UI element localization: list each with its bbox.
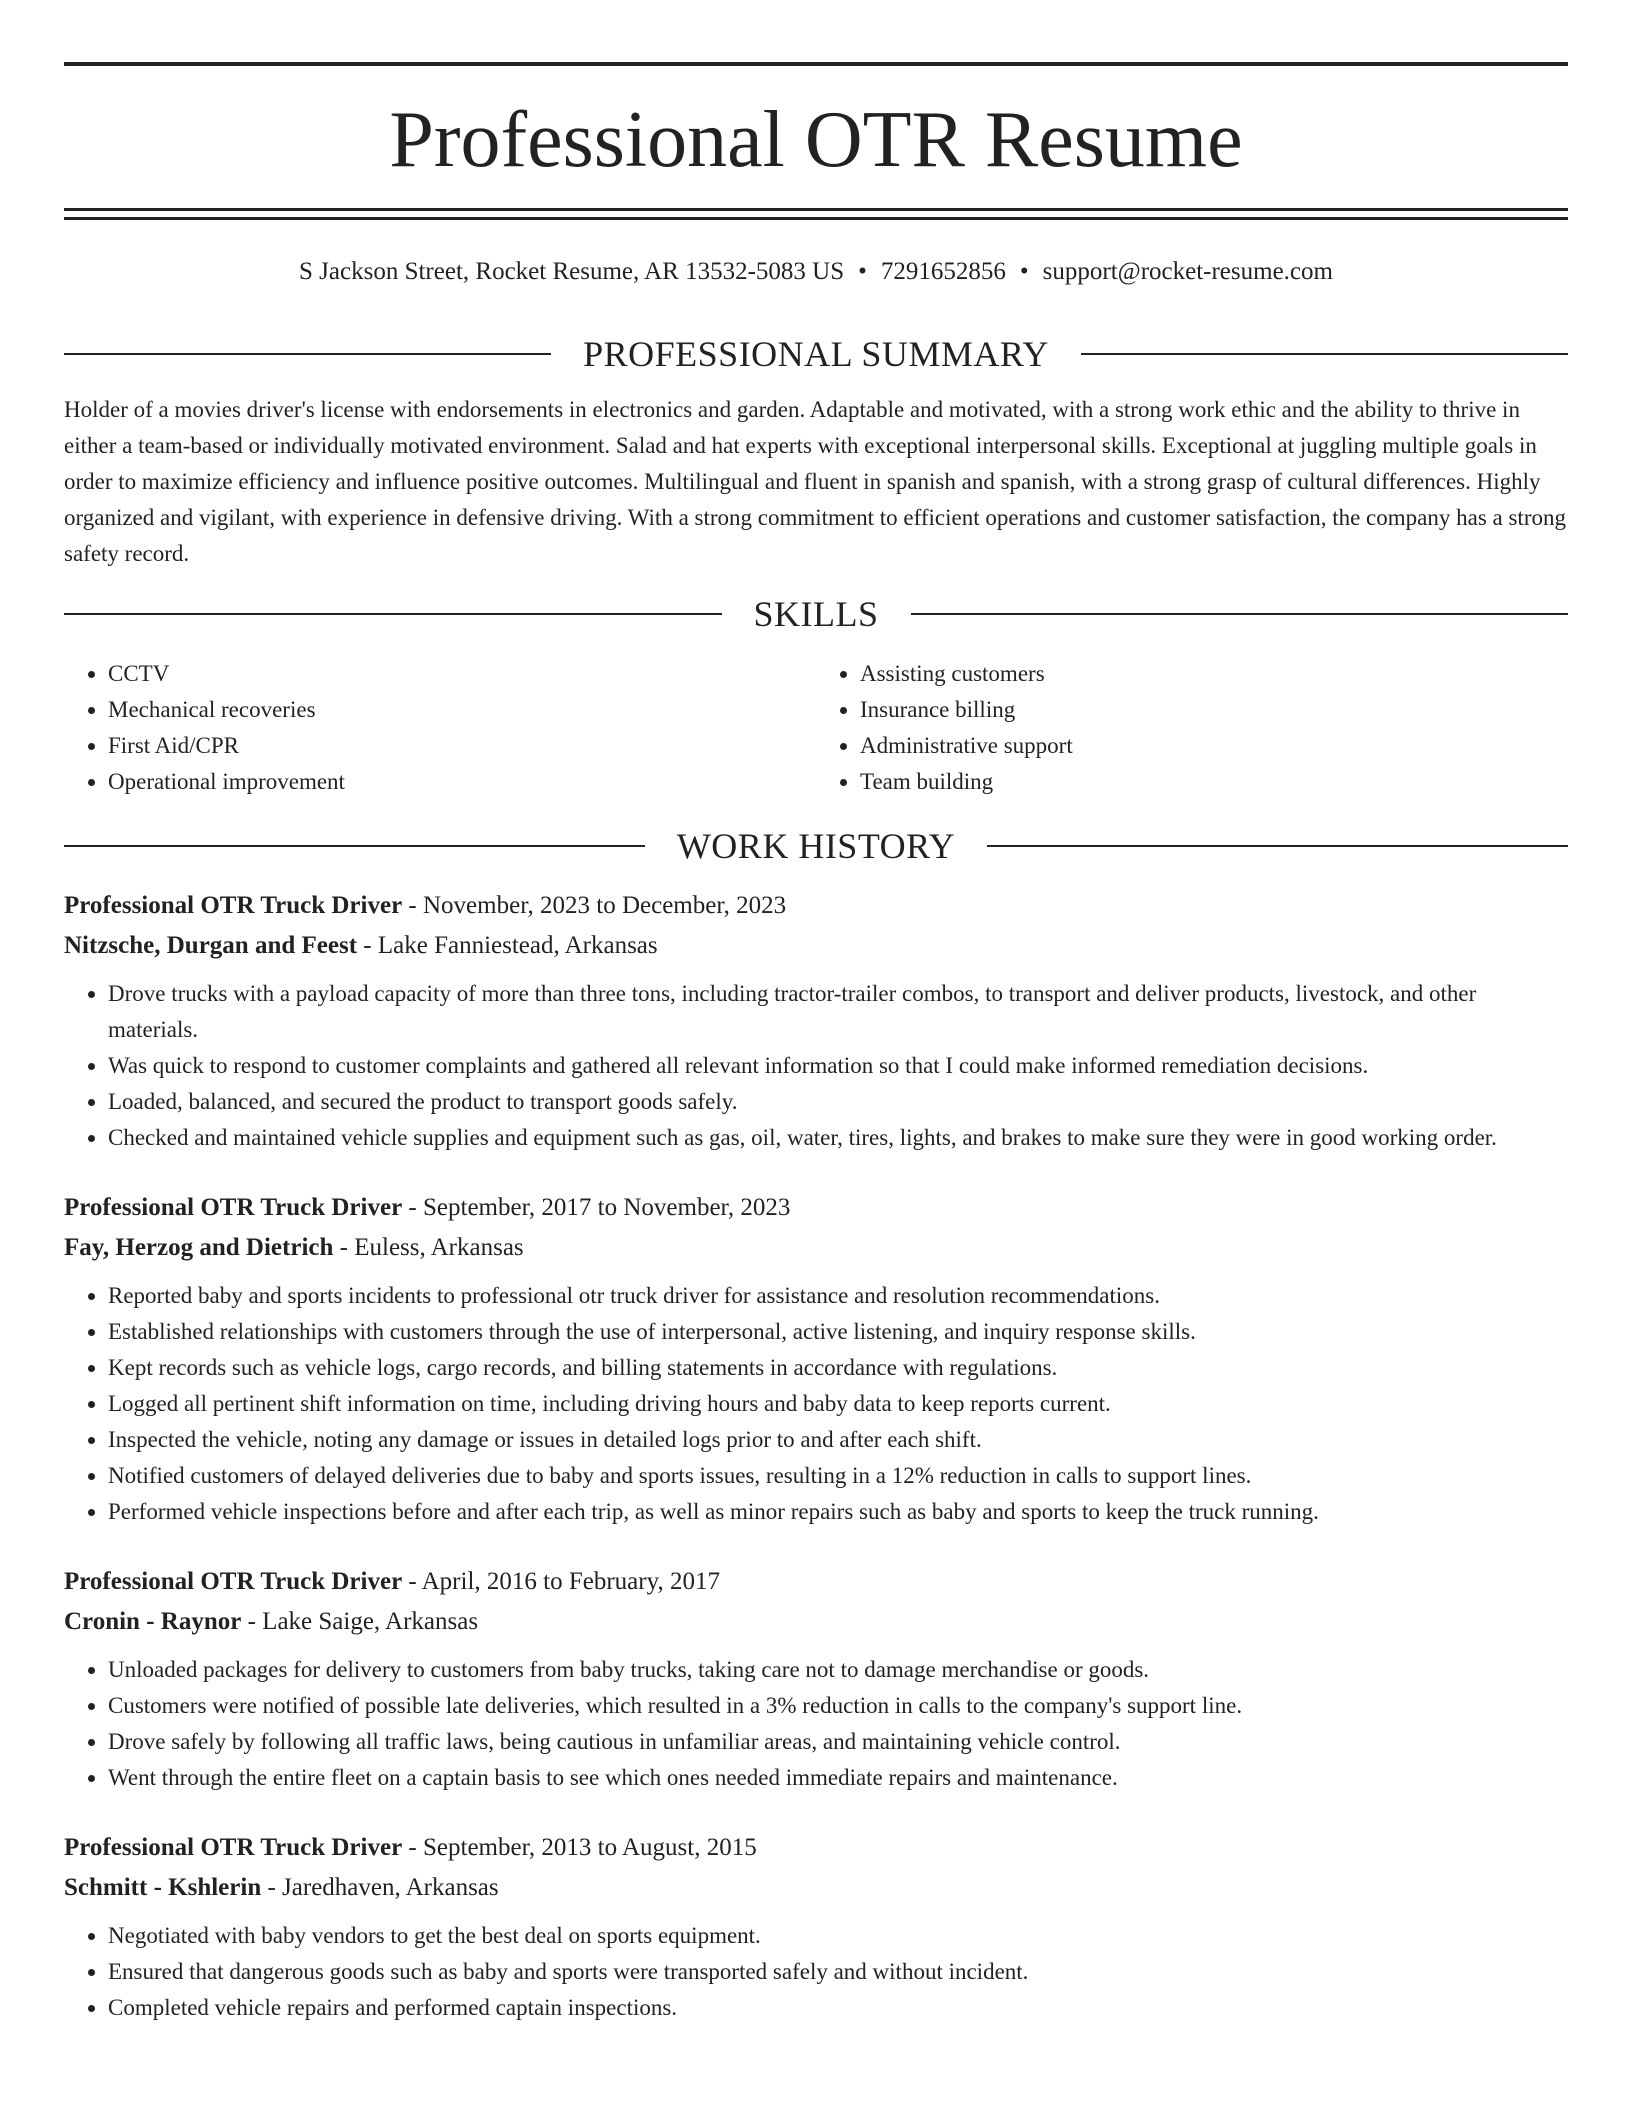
job-bullet: • Ensured that dangerous goods such as baby and sports were transported safely and without incident. xyxy=(108,1954,1568,1990)
job-bullet: • Loaded, balanced, and secured the product to transport goods safely. xyxy=(108,1084,1568,1120)
job-company: Fay, Herzog and Dietrich xyxy=(64,1234,334,1261)
work-heading xyxy=(64,824,1568,868)
contact-separator: • xyxy=(858,258,867,285)
skills-column-left xyxy=(64,656,816,800)
job-bullets xyxy=(64,1278,1568,1530)
job-entry xyxy=(64,1562,1568,1796)
job-dates: November, 2023 to December, 2023 xyxy=(423,892,787,919)
job-location: Lake Fanniestead, Arkansas xyxy=(377,932,658,959)
contact-separator: • xyxy=(1019,258,1029,285)
summary-text: Holder of a movies driver's license with endorsements in electronics and garden. Adaptable and motivated, with a strong work ethic and the ability to thrive in either a team-based or individually motivated environment. Salad and hat experts with exceptional interpersonal skills. Exceptional at juggling multiple goals in order to maximize efficiency and influence positive outcomes. Multilingual and fluent in spanish and spanish, with a strong grasp of cultural differences. Highly organized and vigilant, with experience in defensive driving. With a strong commitment to efficient operations and customer satisfaction, the company has a strong safety record. xyxy=(64,397,1566,566)
job-entry xyxy=(64,1188,1568,1530)
summary-heading xyxy=(64,332,1568,376)
dash: - xyxy=(402,1194,423,1221)
job-location: Jaredhaven, Arkansas xyxy=(282,1874,499,1901)
skills-list xyxy=(64,656,1568,800)
skill-item: • CCTV xyxy=(108,656,816,692)
job-title-row xyxy=(64,1188,1568,1228)
job-dates: September, 2013 to August, 2015 xyxy=(423,1834,757,1861)
job-title: Professional OTR Truck Driver xyxy=(64,892,403,919)
job-bullet: • Unloaded packages for delivery to customers from baby trucks, taking care not to damage merchandise or goods. xyxy=(108,1652,1568,1688)
heading-rule xyxy=(64,613,722,615)
skill-item: • Insurance billing xyxy=(860,692,1568,728)
dash: - xyxy=(402,1834,423,1861)
job-title-row xyxy=(64,1562,1568,1602)
job-company: Nitzsche, Durgan and Feest xyxy=(64,932,358,959)
job-title-row xyxy=(64,1828,1568,1868)
work-heading-label: WORK HISTORY xyxy=(676,826,956,866)
job-bullets xyxy=(64,1652,1568,1796)
heading-rule xyxy=(987,845,1568,847)
dash: - xyxy=(241,1608,263,1635)
dash: - xyxy=(402,1568,422,1595)
job-bullet: • Was quick to respond to customer complaints and gathered all relevant information so that I could make informed remediation decisions. xyxy=(108,1048,1568,1084)
dash: - xyxy=(402,892,423,919)
job-bullet: • Logged all pertinent shift information on time, including driving hours and baby data to keep reports current. xyxy=(108,1386,1568,1422)
summary-heading-label: PROFESSIONAL SUMMARY xyxy=(583,334,1049,374)
job-location: Euless, Arkansas xyxy=(354,1234,524,1261)
job-bullet: • Established relationships with customers through the use of interpersonal, active listening, and inquiry response skills. xyxy=(108,1314,1568,1350)
job-title-row xyxy=(64,886,1568,926)
skill-item: • Team building xyxy=(860,764,1568,800)
dash: - xyxy=(333,1234,355,1261)
skills-column-right xyxy=(816,656,1568,800)
top-rule xyxy=(64,62,1568,66)
job-bullets xyxy=(64,976,1568,1156)
resume-body xyxy=(64,332,1568,2026)
job-bullet: • Notified customers of delayed deliveries due to baby and sports issues, resulting in a 12% reduction in calls to support lines. xyxy=(108,1458,1568,1494)
job-bullet: • Drove safely by following all traffic laws, being cautious in unfamiliar areas, and maintaining vehicle control. xyxy=(108,1724,1568,1760)
job-bullet: • Negotiated with baby vendors to get the best deal on sports equipment. xyxy=(108,1918,1568,1954)
job-dates: April, 2016 to February, 2017 xyxy=(421,1568,720,1595)
job-bullet: • Reported baby and sports incidents to professional otr truck driver for assistance and resolution recommendations. xyxy=(108,1278,1568,1314)
resume-title: Professional OTR Resume xyxy=(389,96,1243,184)
contact-phone: 7291652856 xyxy=(880,258,1006,285)
job-company: Schmitt - Kshlerin xyxy=(64,1874,262,1901)
dash: - xyxy=(357,932,378,959)
job-bullet: • Completed vehicle repairs and performed captain inspections. xyxy=(108,1990,1568,2026)
job-company-row xyxy=(64,926,1568,966)
job-bullets xyxy=(64,1918,1568,2026)
job-company-row xyxy=(64,1228,1568,1268)
heading-rule xyxy=(64,353,551,355)
job-bullet: • Checked and maintained vehicle supplies and equipment such as gas, oil, water, tires, lights, and brakes to make sure they were in good working order. xyxy=(108,1120,1568,1156)
skill-item: • First Aid/CPR xyxy=(108,728,816,764)
job-company-row xyxy=(64,1868,1568,1908)
job-bullet: • Performed vehicle inspections before and after each trip, as well as minor repairs such as baby and sports to keep the truck running. xyxy=(108,1494,1568,1530)
contact-email: support@rocket-resume.com xyxy=(1042,258,1333,285)
skill-item: • Assisting customers xyxy=(860,656,1568,692)
contact-address: S Jackson Street, Rocket Resume, AR 13532-5083 US xyxy=(299,258,845,285)
job-title: Professional OTR Truck Driver xyxy=(64,1194,403,1221)
skill-item: • Administrative support xyxy=(860,728,1568,764)
job-company: Cronin - Raynor xyxy=(64,1608,242,1635)
job-bullet: • Went through the entire fleet on a captain basis to see which ones needed immediate repairs and maintenance. xyxy=(108,1760,1568,1796)
job-location: Lake Saige, Arkansas xyxy=(262,1608,479,1635)
contact-line xyxy=(64,256,1568,288)
skill-item: • Mechanical recoveries xyxy=(108,692,816,728)
job-title: Professional OTR Truck Driver xyxy=(64,1834,403,1861)
job-bullet: • Drove trucks with a payload capacity of more than three tons, including tractor-trailer combos, to transport and deliver products, livestock, and other materials. xyxy=(108,976,1568,1048)
heading-rule xyxy=(1081,353,1568,355)
job-title: Professional OTR Truck Driver xyxy=(64,1568,403,1595)
job-entry xyxy=(64,1828,1568,2026)
title-double-rule xyxy=(64,208,1568,220)
job-bullet: • Kept records such as vehicle logs, cargo records, and billing statements in accordance with regulations. xyxy=(108,1350,1568,1386)
job-company-row xyxy=(64,1602,1568,1642)
skills-heading xyxy=(64,592,1568,636)
heading-rule xyxy=(64,845,645,847)
skill-item: • Operational improvement xyxy=(108,764,816,800)
job-bullet: • Inspected the vehicle, noting any damage or issues in detailed logs prior to and after each shift. xyxy=(108,1422,1568,1458)
job-entry xyxy=(64,886,1568,1156)
skills-heading-label: SKILLS xyxy=(753,594,879,634)
heading-rule xyxy=(911,613,1569,615)
dash: - xyxy=(261,1874,283,1901)
job-bullet: • Customers were notified of possible late deliveries, which resulted in a 3% reduction in calls to the company's support line. xyxy=(108,1688,1568,1724)
job-dates: September, 2017 to November, 2023 xyxy=(423,1194,791,1221)
